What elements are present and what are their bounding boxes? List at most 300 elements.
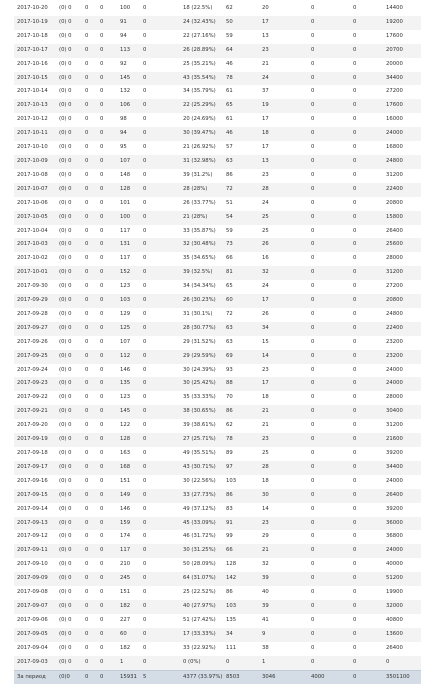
table-cell: 0 [140,419,180,433]
table-cell: (0) 0 [56,99,82,113]
total-cell: 15931 [117,670,140,684]
table-cell: 26400 [383,225,421,239]
table-cell: 24000 [383,127,421,141]
table-cell: 25 [259,225,308,239]
table-cell: 16 [259,252,308,266]
table-cell: 122 [117,419,140,433]
date-cell: 2017-09-23 [14,377,56,391]
table-cell: 0 [308,308,350,322]
table-row [14,558,421,572]
table-cell: 0 [350,58,383,72]
date-cell: 2017-09-20 [14,419,56,433]
table-cell: 62 [223,419,259,433]
table-cell: 94 [117,127,140,141]
table-cell: 39 (32.5%) [180,266,223,280]
table-cell: 35 (33.33%) [180,391,223,405]
table-cell: 0 [97,322,117,336]
table-cell: 0 [97,2,117,16]
total-cell: (0)0 [56,670,82,684]
table-cell: 0 [350,628,383,642]
table-cell: 0 [350,614,383,628]
table-row [14,656,421,670]
table-cell: 0 [308,280,350,294]
table-cell: 0 [97,628,117,642]
table-cell: 0 [350,377,383,391]
table-row [14,600,421,614]
table-cell: 0 [97,294,117,308]
table-cell: 15 [259,336,308,350]
table-cell: 28 (28%) [180,183,223,197]
table-cell: 25600 [383,238,421,252]
table-cell: 0 [97,544,117,558]
date-cell: 2017-10-09 [14,155,56,169]
date-cell: 2017-09-05 [14,628,56,642]
table-cell: 0 [308,391,350,405]
table-cell: 24 [259,72,308,86]
table-cell: 39200 [383,503,421,517]
date-cell: 2017-10-14 [14,85,56,99]
total-cell: 0 [97,670,117,684]
date-cell: 2017-09-29 [14,294,56,308]
table-cell: (0) 0 [56,44,82,58]
table-cell: 23200 [383,350,421,364]
table-cell: 30400 [383,405,421,419]
table-cell: 0 [82,141,97,155]
table-cell: 0 [140,461,180,475]
table-cell: 27200 [383,280,421,294]
table-row [14,433,421,447]
table-cell: 0 [82,85,97,99]
date-cell: 2017-09-15 [14,489,56,503]
date-cell: 2017-10-06 [14,197,56,211]
table-cell: 0 [97,169,117,183]
table-row [14,475,421,489]
table-cell: 0 [97,475,117,489]
table-cell: 0 [82,628,97,642]
table-cell: 0 [97,336,117,350]
table-cell: 0 [82,544,97,558]
table-cell: 0 [140,586,180,600]
table-cell: 23 [259,44,308,58]
table-cell: 0 [82,656,97,670]
table-cell: (0) 0 [56,252,82,266]
table-cell: 88 [223,377,259,391]
table-cell: 0 [140,266,180,280]
table-cell: 23 [259,364,308,378]
table-cell: 0 [82,58,97,72]
table-cell: 25 (35.21%) [180,58,223,72]
table-row [14,211,421,225]
table-cell: 28 [259,183,308,197]
table-cell: 66 [223,252,259,266]
date-cell: 2017-09-16 [14,475,56,489]
table-cell: 34 (35.79%) [180,85,223,99]
table-cell: 26 (33.77%) [180,197,223,211]
table-cell: 99 [223,530,259,544]
table-cell: 29 [259,530,308,544]
table-cell: (0) 0 [56,656,82,670]
table-cell: 14 [259,350,308,364]
table-cell: 0 [308,600,350,614]
table-cell: 0 [82,294,97,308]
table-cell: 25 [259,447,308,461]
table-row [14,544,421,558]
total-cell: 5 [140,670,180,684]
table-cell: 0 [308,252,350,266]
table-cell: 145 [117,72,140,86]
table-cell: 0 [350,503,383,517]
date-cell: 2017-10-20 [14,2,56,16]
table-cell: 0 [82,113,97,127]
table-cell: 107 [117,336,140,350]
table-row [14,252,421,266]
table-cell: 0 [140,141,180,155]
table-cell: 101 [117,197,140,211]
table-row [14,489,421,503]
table-cell: 21 (28%) [180,211,223,225]
date-cell: 2017-09-04 [14,642,56,656]
table-cell: 23200 [383,336,421,350]
table-cell: 0 [350,642,383,656]
table-cell: 17 [259,141,308,155]
table-cell: 151 [117,586,140,600]
table-row [14,364,421,378]
table-cell: 0 [97,280,117,294]
table-cell: 30 (31.25%) [180,544,223,558]
table-cell: 151 [117,475,140,489]
table-cell: 0 [308,16,350,30]
table-cell: 0 [308,266,350,280]
table-cell: 0 [350,600,383,614]
table-cell: 95 [117,141,140,155]
total-cell: За период [14,670,56,684]
table-cell: 163 [117,447,140,461]
table-cell: 21 (26.92%) [180,141,223,155]
table-cell: 0 [140,336,180,350]
table-cell: 0 [82,517,97,531]
table-cell: 60 [223,294,259,308]
date-cell: 2017-09-25 [14,350,56,364]
table-cell: 0 [140,364,180,378]
table-cell: 0 [82,572,97,586]
date-cell: 2017-10-05 [14,211,56,225]
table-cell: 159 [117,517,140,531]
table-cell: 27200 [383,85,421,99]
table-cell: 100 [117,2,140,16]
table-cell: 39 (31.2%) [180,169,223,183]
table-cell: 21 [259,419,308,433]
table-cell: 0 [350,30,383,44]
table-cell: 63 [223,336,259,350]
table-cell: (0) 0 [56,336,82,350]
table-cell: 0 [82,489,97,503]
date-cell: 2017-09-28 [14,308,56,322]
table-cell: 0 [350,280,383,294]
table-cell: 94 [117,30,140,44]
table-cell: 0 [82,419,97,433]
date-cell: 2017-09-30 [14,280,56,294]
table-cell: 0 [223,656,259,670]
table-cell: 21600 [383,433,421,447]
date-cell: 2017-10-07 [14,183,56,197]
table-cell: 0 [350,72,383,86]
table-cell: 0 [140,211,180,225]
table-cell: 146 [117,364,140,378]
table-cell: 0 [82,266,97,280]
total-cell: 8503 [223,670,259,684]
table-cell: 0 [308,656,350,670]
table-cell: 26 [259,238,308,252]
table-cell: 13 [259,30,308,44]
table-row [14,280,421,294]
table-cell: 86 [223,405,259,419]
table-cell: 0 [350,44,383,58]
table-cell: 0 [140,155,180,169]
table-row [14,30,421,44]
table-cell: 23 [259,169,308,183]
table-cell: 39200 [383,447,421,461]
table-row [14,628,421,642]
table-cell: 40800 [383,614,421,628]
table-row [14,127,421,141]
table-cell: 0 [140,58,180,72]
table-cell: 24000 [383,544,421,558]
table-cell: 18 [259,391,308,405]
table-cell: 0 [82,2,97,16]
table-cell: 0 [97,113,117,127]
table-cell: 0 [140,544,180,558]
table-cell: 31 (30.1%) [180,308,223,322]
table-cell: 0 [97,600,117,614]
date-cell: 2017-10-15 [14,72,56,86]
table-cell: 0 [82,99,97,113]
table-cell: (0) 0 [56,58,82,72]
table-cell: 81 [223,266,259,280]
table-cell: (0) 0 [56,155,82,169]
table-cell: 0 [97,72,117,86]
date-cell: 2017-09-18 [14,447,56,461]
table-cell: 0 [140,377,180,391]
table-cell: 0 [140,85,180,99]
table-cell: 0 [140,30,180,44]
table-row [14,238,421,252]
table-cell: 145 [117,405,140,419]
table-cell: 0 [140,447,180,461]
table-cell: 40 [259,586,308,600]
date-cell: 2017-09-09 [14,572,56,586]
table-cell: 0 [97,211,117,225]
table-cell: 0 [82,600,97,614]
date-cell: 2017-10-01 [14,266,56,280]
table-cell: 21 [259,405,308,419]
table-cell: 72 [223,308,259,322]
table-row [14,642,421,656]
table-cell: (0) 0 [56,489,82,503]
table-cell: 86 [223,169,259,183]
table-cell: 24 (32.43%) [180,16,223,30]
table-cell: 0 [350,433,383,447]
table-row [14,350,421,364]
table-cell: 18 [259,127,308,141]
table-cell: 0 [140,628,180,642]
table-cell: 0 [82,308,97,322]
table-cell: 0 [82,225,97,239]
table-cell: 29 (31.52%) [180,336,223,350]
table-cell: 0 [82,614,97,628]
table-cell: 59 [223,225,259,239]
table-cell: (0) 0 [56,266,82,280]
table-cell: 148 [117,169,140,183]
table-cell: 35 (34.65%) [180,252,223,266]
table-cell: 0 [82,30,97,44]
table-cell: 32 [259,266,308,280]
table-cell: 0 [350,364,383,378]
table-cell: 20 [259,2,308,16]
daily-stats-table [14,2,421,684]
table-cell: 113 [117,44,140,58]
table-cell: 40 (27.97%) [180,600,223,614]
table-cell: 30 (39.47%) [180,127,223,141]
table-cell: 37 [259,85,308,99]
table-cell: 128 [117,433,140,447]
total-cell: 3501100 [383,670,421,684]
date-cell: 2017-09-27 [14,322,56,336]
table-cell: 0 [97,558,117,572]
date-cell: 2017-10-04 [14,225,56,239]
table-cell: 0 [140,16,180,30]
table-cell: 63 [223,322,259,336]
table-cell: 0 [308,558,350,572]
table-cell: 0 [350,489,383,503]
table-cell: 0 [140,308,180,322]
table-cell: 97 [223,461,259,475]
table-cell: 60 [117,628,140,642]
table-cell: (0) 0 [56,211,82,225]
table-cell: 18 (22.5%) [180,2,223,16]
table-cell: (0) 0 [56,113,82,127]
table-cell: 0 [82,503,97,517]
table-cell: 33 (27.73%) [180,489,223,503]
table-cell: 49 (37.12%) [180,503,223,517]
table-cell: 0 [308,2,350,16]
table-cell: 0 [140,99,180,113]
date-cell: 2017-10-03 [14,238,56,252]
table-cell: 0 [350,16,383,30]
table-cell: 65 [223,99,259,113]
table-cell: 34 (34.34%) [180,280,223,294]
table-row [14,141,421,155]
table-cell: (0) 0 [56,433,82,447]
table-cell: 14400 [383,2,421,16]
table-cell: 39 (38.61%) [180,419,223,433]
table-cell: 142 [223,572,259,586]
table-cell: 0 [350,252,383,266]
table-cell: 0 [308,517,350,531]
table-cell: 0 [308,225,350,239]
table-cell: (0) 0 [56,322,82,336]
table-cell: 125 [117,322,140,336]
table-cell: 0 [97,155,117,169]
table-cell: 0 [308,586,350,600]
date-cell: 2017-10-02 [14,252,56,266]
table-cell: 32 (30.48%) [180,238,223,252]
table-cell: 21 [259,58,308,72]
table-cell: 0 [350,266,383,280]
table-cell: (0) 0 [56,628,82,642]
table-cell: (0) 0 [56,280,82,294]
table-cell: 0 [350,183,383,197]
date-cell: 2017-09-13 [14,517,56,531]
table-cell: 0 [97,85,117,99]
table-cell: (0) 0 [56,614,82,628]
table-cell: 0 [308,475,350,489]
table-cell: 0 [350,419,383,433]
date-cell: 2017-09-03 [14,656,56,670]
table-row [14,461,421,475]
date-cell: 2017-09-24 [14,364,56,378]
table-cell: 0 [82,127,97,141]
table-cell: 0 [140,600,180,614]
table-cell: 0 [308,99,350,113]
table-cell: (0) 0 [56,419,82,433]
table-cell: 64 (31.07%) [180,572,223,586]
table-cell: 38 [259,642,308,656]
table-cell: 0 [140,489,180,503]
table-cell: 0 [308,197,350,211]
table-cell: 0 [140,391,180,405]
table-cell: 0 [140,433,180,447]
table-cell: 17 [259,113,308,127]
table-cell: 26 (30.23%) [180,294,223,308]
table-cell: 17 [259,377,308,391]
table-row [14,322,421,336]
table-cell: 182 [117,600,140,614]
table-cell: 20800 [383,197,421,211]
table-cell: 182 [117,642,140,656]
table-row [14,614,421,628]
table-cell: 0 [97,656,117,670]
table-cell: 17 [259,16,308,30]
table-cell: 149 [117,489,140,503]
table-cell: 20 (24.69%) [180,113,223,127]
table-cell: (0) 0 [56,530,82,544]
table-cell: 117 [117,225,140,239]
table-cell: 28 (30.77%) [180,322,223,336]
table-cell: 0 [82,16,97,30]
table-cell: 0 [308,544,350,558]
table-cell: 128 [117,183,140,197]
table-cell: 0 [140,405,180,419]
table-cell: 0 [350,169,383,183]
table-cell: 100 [117,211,140,225]
table-cell: 92 [117,58,140,72]
table-cell: 93 [223,364,259,378]
table-cell: 0 [140,44,180,58]
table-cell: 0 [350,155,383,169]
table-cell: 0 [140,252,180,266]
table-cell: 30 (22.56%) [180,475,223,489]
table-cell: 31 (32.98%) [180,155,223,169]
table-cell: 0 [350,322,383,336]
table-cell: (0) 0 [56,72,82,86]
table-row [14,44,421,58]
table-cell: 19900 [383,586,421,600]
table-cell: 0 [308,377,350,391]
table-cell: 0 [308,364,350,378]
table-cell: 30 [259,489,308,503]
table-cell: 132 [117,85,140,99]
table-cell: (0) 0 [56,475,82,489]
